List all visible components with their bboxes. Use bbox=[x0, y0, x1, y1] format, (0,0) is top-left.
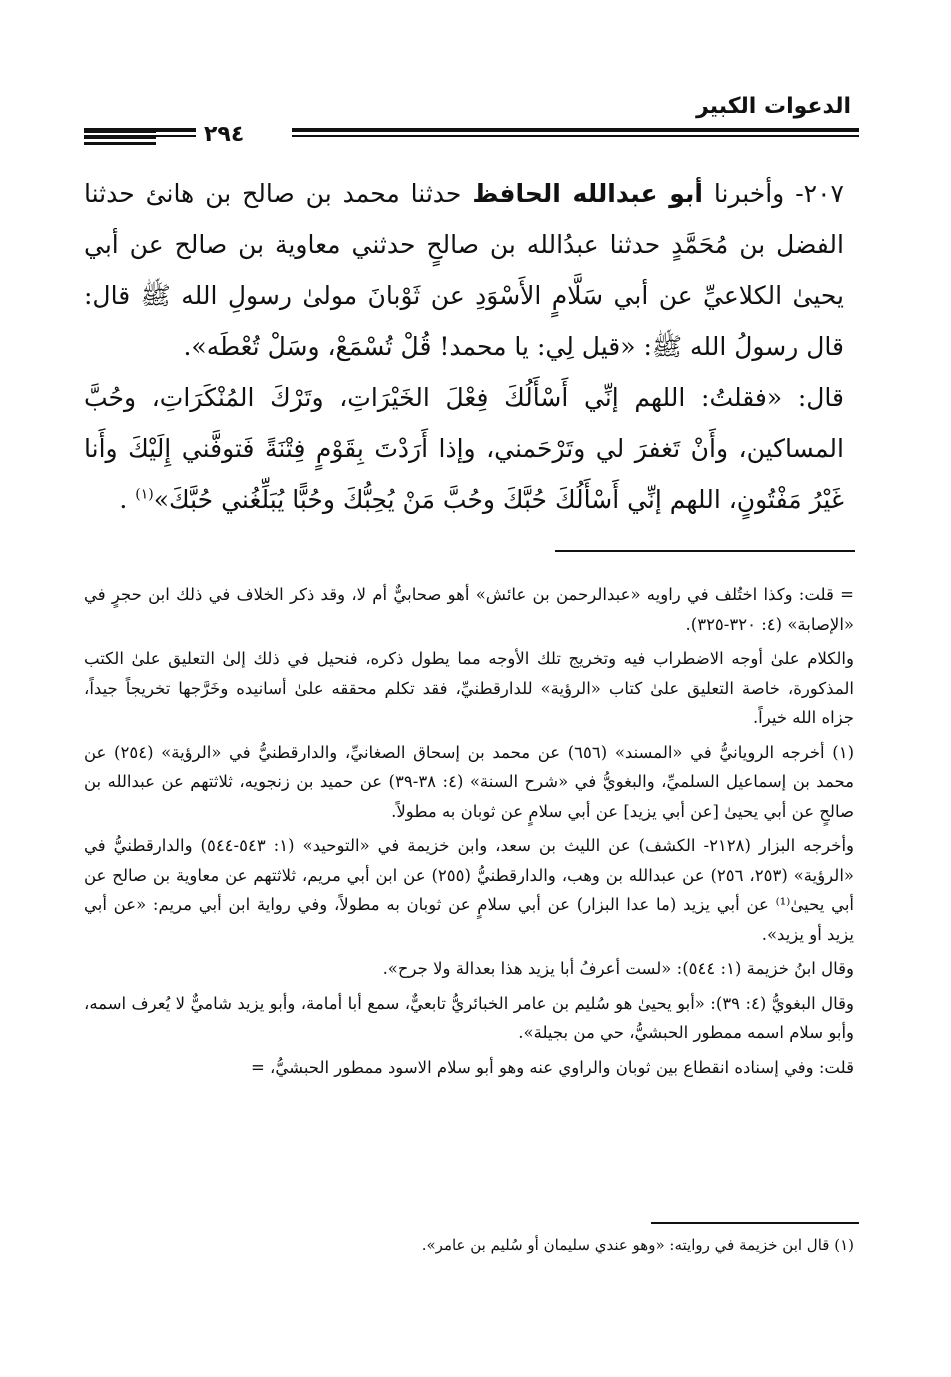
footnote-paragraph: وأخرجه البزار (٢١٢٨- الكشف) عن الليث بن سعد، وابن خزيمة في «التوحيد» (١: ٥٤٣-٥٤٤) والدارقطنيُّ في «الرؤية» (٢٥٣، ٢٥٦) عن عبدالله بن وهب، والدارقطنيُّ (٢٥٥) عن ابن أبي مريم، ثلاثتهم عن معاوية بن صالح عن أبي يحيىٰ⁽¹⁾ عن أبي يزيد (ما عدا البزار) عن أبي سلامٍ عن ثوبان به مطولاً، وفي رواية ابن أبي مريم: «عن أبي يزيد أو يزيد». bbox=[84, 836, 855, 944]
narration-text: قال: «فقلتُ: اللهم إنِّي أَسْأَلُكَ فِعْلَ الخَيْرَاتِ، وتَرْكَ المُنْكَرَاتِ، وحُبَّ المساكين، وأَنْ تَغفرَ لي وتَرْحَمني، وإذا أَرَدْتَ بِقَوْمٍ فِتْنَةً فَتوفَّني إِلَيْكَ وأَنا غَيْرُ مَفْتُونٍ، اللهم إنِّي أَسْأَلُكَ حُبَّكَ وحُبَّ مَنْ يُحِبُّكَ وحُبًّا يُبَلِّغُني حُبَّكَ» bbox=[84, 383, 844, 514]
narrator-name: أبو عبدالله الحافظ bbox=[472, 179, 703, 208]
subnote: (١) قال ابن خزيمة في روايته: «وهو عندي سليمان أو سُليم بن عامر». bbox=[421, 1236, 854, 1254]
page-number: ٢٩٤ bbox=[204, 122, 245, 147]
footnote-paragraph: قلت: وفي إسناده انقطاع بين ثوبان والراوي عنه وهو أبو سلام الاسود ممطور الحبشيُّ، = bbox=[250, 1057, 854, 1077]
subnote-separator bbox=[651, 1222, 859, 1224]
main-text bbox=[84, 168, 844, 525]
footnote-paragraph: (١) أخرجه الرويانيُّ في «المسند» (٦٥٦) عن محمد بن إسحاق الصغانيِّ، والدارقطنيُّ في «الرؤية» (٢٥٤) عن محمد بن إسماعيل السلميِّ، والبغويُّ في «شرح السنة» (٤: ٣٨-٣٩) عن حميد بن زنجويه، ثلاثتهم عن عبدالله بن صالحٍ عن أبي يحيىٰ [عن أبي يزيد] عن أبي سلامٍ عن ثوبان به مطولاً. bbox=[84, 742, 855, 821]
narration-intro: وأخبرنا bbox=[702, 179, 785, 208]
page-header bbox=[84, 92, 859, 152]
footnote-paragraph: = قلت: وكذا اختُلف في راويه «عبدالرحمن بن عائش» أهو صحابيٌّ أم لا، وقد ذكر الخلاف في ذلك ابن حجرٍ في «الإصابة» (٤: ٣٢٠-٣٢٥). bbox=[84, 585, 854, 634]
footnote-paragraph: والكلام علىٰ أوجه الاضطراب فيه وتخريج تلك الأوجه مما يطول ذكره، فنحيل في ذلك إلىٰ التعليق علىٰ الكتب المذكورة، خاصة التعليق علىٰ كتاب «الرؤية» للدارقطنيِّ، فقد تكلم محققه علىٰ أسانيده وخَرَّجها تخريجاً جيداً، جزاه الله خيراً. bbox=[84, 649, 854, 727]
footnote-paragraph: وقال البغويُّ (٤: ٣٩): «أبو يحيىٰ هو سُليم بن عامر الخبائريُّ تابعيٌّ، سمع أبا أمامة، وأبو يزيد شاميٌّ لا يُعرف اسمه، وأبو سلام اسمه ممطور الحبشيُّ، حي من بجيلة». bbox=[84, 993, 854, 1042]
footnote-ref: (١) bbox=[135, 486, 154, 503]
hadith-number: ٢٠٧- bbox=[784, 179, 844, 208]
footnote-separator bbox=[555, 550, 855, 552]
page-number-row bbox=[84, 122, 859, 148]
hadith-paragraph bbox=[84, 372, 844, 525]
narration-text: حدثنا محمد بن صالح بن هانئ حدثنا الفضل بن مُحَمَّدٍ حدثنا عبدُالله بن صالحٍ حدثني معاوية بن صالح عن أبي يحيىٰ الكلاعيِّ عن أبي سَلَّامٍ الأَسْوَدِ عن ثَوْبانَ مولىٰ رسولِ الله ﷺ قال: قال رسولُ الله ﷺ: «قيل لِي: يا محمد! قُلْ تُسْمَعْ، وسَلْ تُعْطَه». bbox=[84, 179, 844, 361]
narration-tail: . bbox=[119, 485, 136, 514]
footnote-paragraph: وقال ابنُ خزيمة (١: ٥٤٤): «لست أعرفُ أبا يزيد هذا بعدالة ولا جرح». bbox=[382, 959, 854, 978]
hadith-paragraph bbox=[84, 168, 844, 372]
running-title: الدعوات الكبير bbox=[696, 94, 851, 119]
header-left-bars bbox=[84, 130, 156, 148]
footnotes bbox=[84, 580, 854, 1087]
